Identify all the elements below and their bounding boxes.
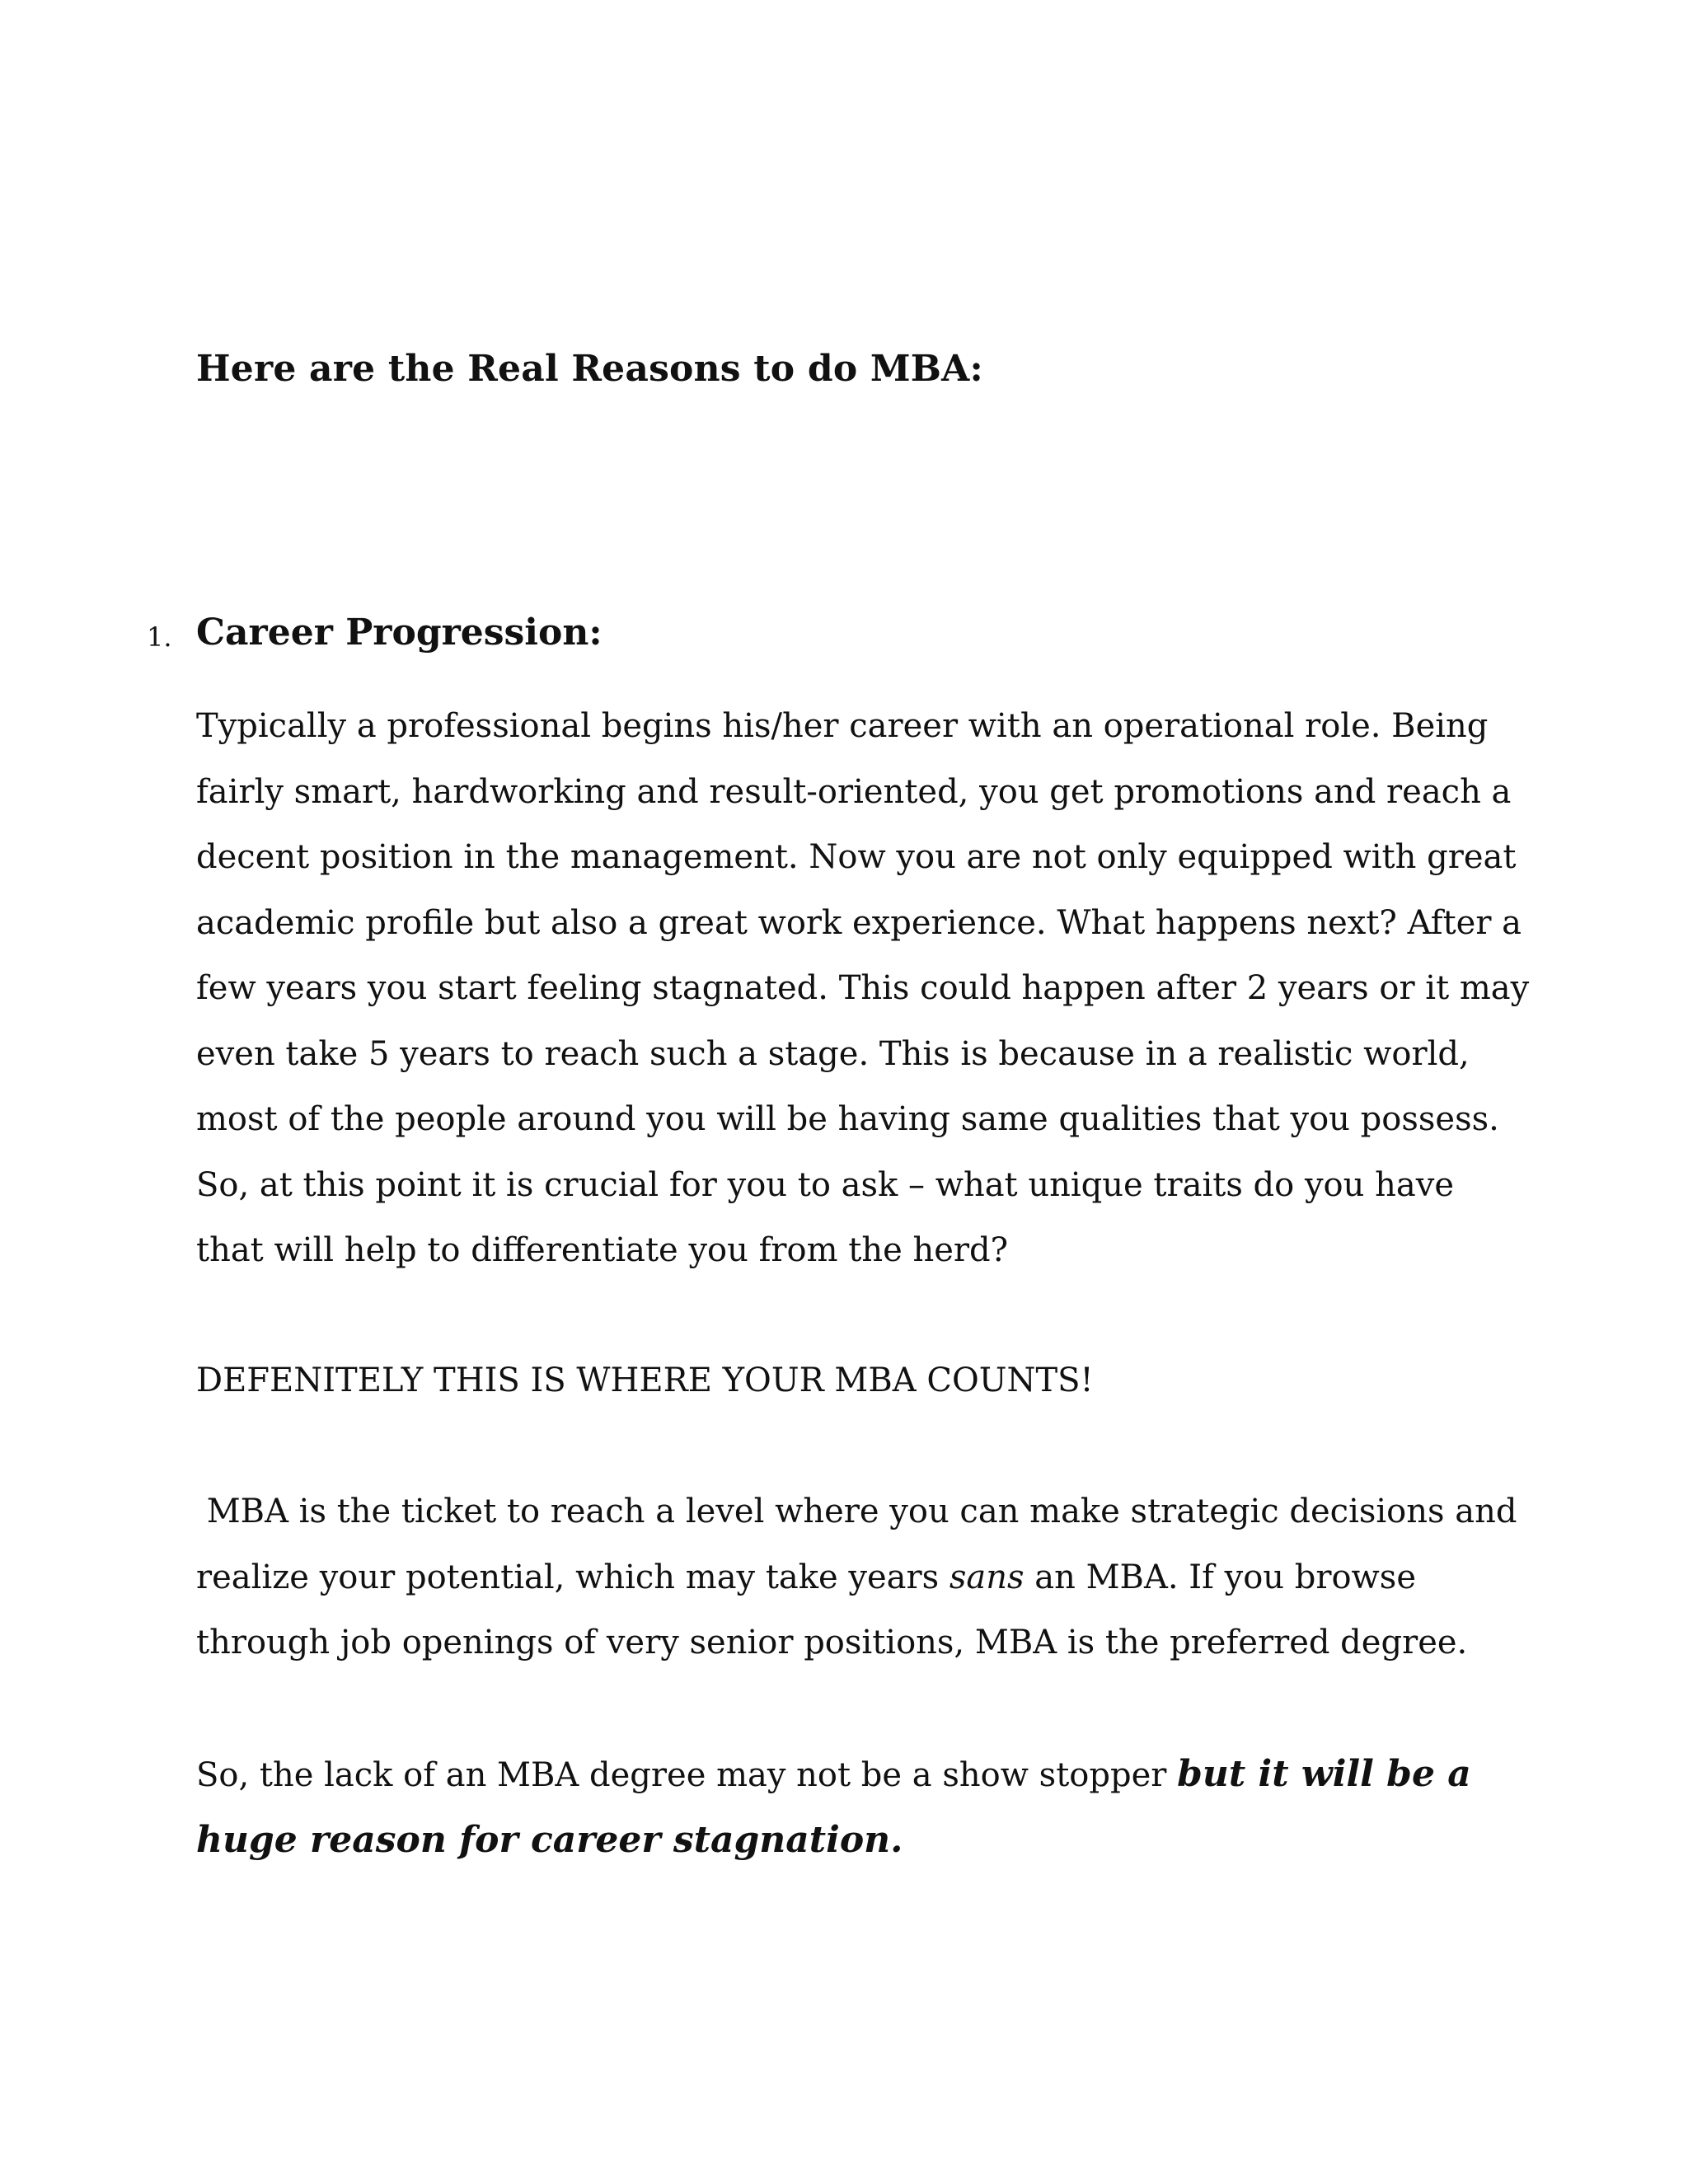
paragraph-line: most of the people around you will be having same qualities that you possess. [196,1100,1499,1138]
paragraph-line: So, at this point it is crucial for you to ask – what unique traits do you have [196,1165,1454,1204]
paragraph-line: decent position in the management. Now you are not only equipped with great [196,838,1517,876]
callout-text: DEFENITELY THIS IS WHERE YOUR MBA COUNTS! [196,1361,1094,1399]
paragraph-line [196,1807,1548,1873]
paragraph-line: MBA is the ticket to reach a level where you can make strategic decisions and [196,1493,1517,1530]
paragraph-line: that will help to differentiate you from the herd? [196,1231,1009,1269]
page-heading: Here are the Real Reasons to do MBA: [196,348,983,390]
paragraph-line [196,1741,1548,1807]
italic-word: sans [949,1558,1025,1596]
paragraph-line: through job openings of very senior positions, MBA is the preferred degree. [196,1624,1468,1661]
paragraph-line: fairly smart, hardworking and result-oriented, you get promotions and reach a [196,772,1512,811]
text-run: So, the lack of an MBA degree may not be a show stopper [196,1756,1178,1794]
text-run: realize your potential, which may take years [196,1558,950,1596]
section-number: 1. [147,621,172,653]
emphasis-text: huge reason for career stagnation. [196,1818,903,1861]
emphasis-text: but it will be a [1177,1753,1471,1795]
paragraph-line: few years you start feeling stagnated. This could happen after 2 years or it may [196,969,1530,1007]
paragraph-conclusion [196,1741,1548,1872]
callout-line [196,1348,1548,1414]
paragraph-career-progression [196,694,1548,1284]
paragraph-line: academic profile but also a great work experience. What happens next? After a [196,903,1522,942]
paragraph-line: Typically a professional begins his/her career with an operational role. Being [196,707,1489,745]
paragraph-line [196,1545,1548,1611]
text-run: an MBA. If you browse [1024,1558,1416,1596]
paragraph-line: even take 5 years to reach such a stage. This is because in a realistic world, [196,1034,1470,1073]
section-title: Career Progression: [196,612,603,654]
paragraph-mba-ticket [196,1479,1548,1676]
